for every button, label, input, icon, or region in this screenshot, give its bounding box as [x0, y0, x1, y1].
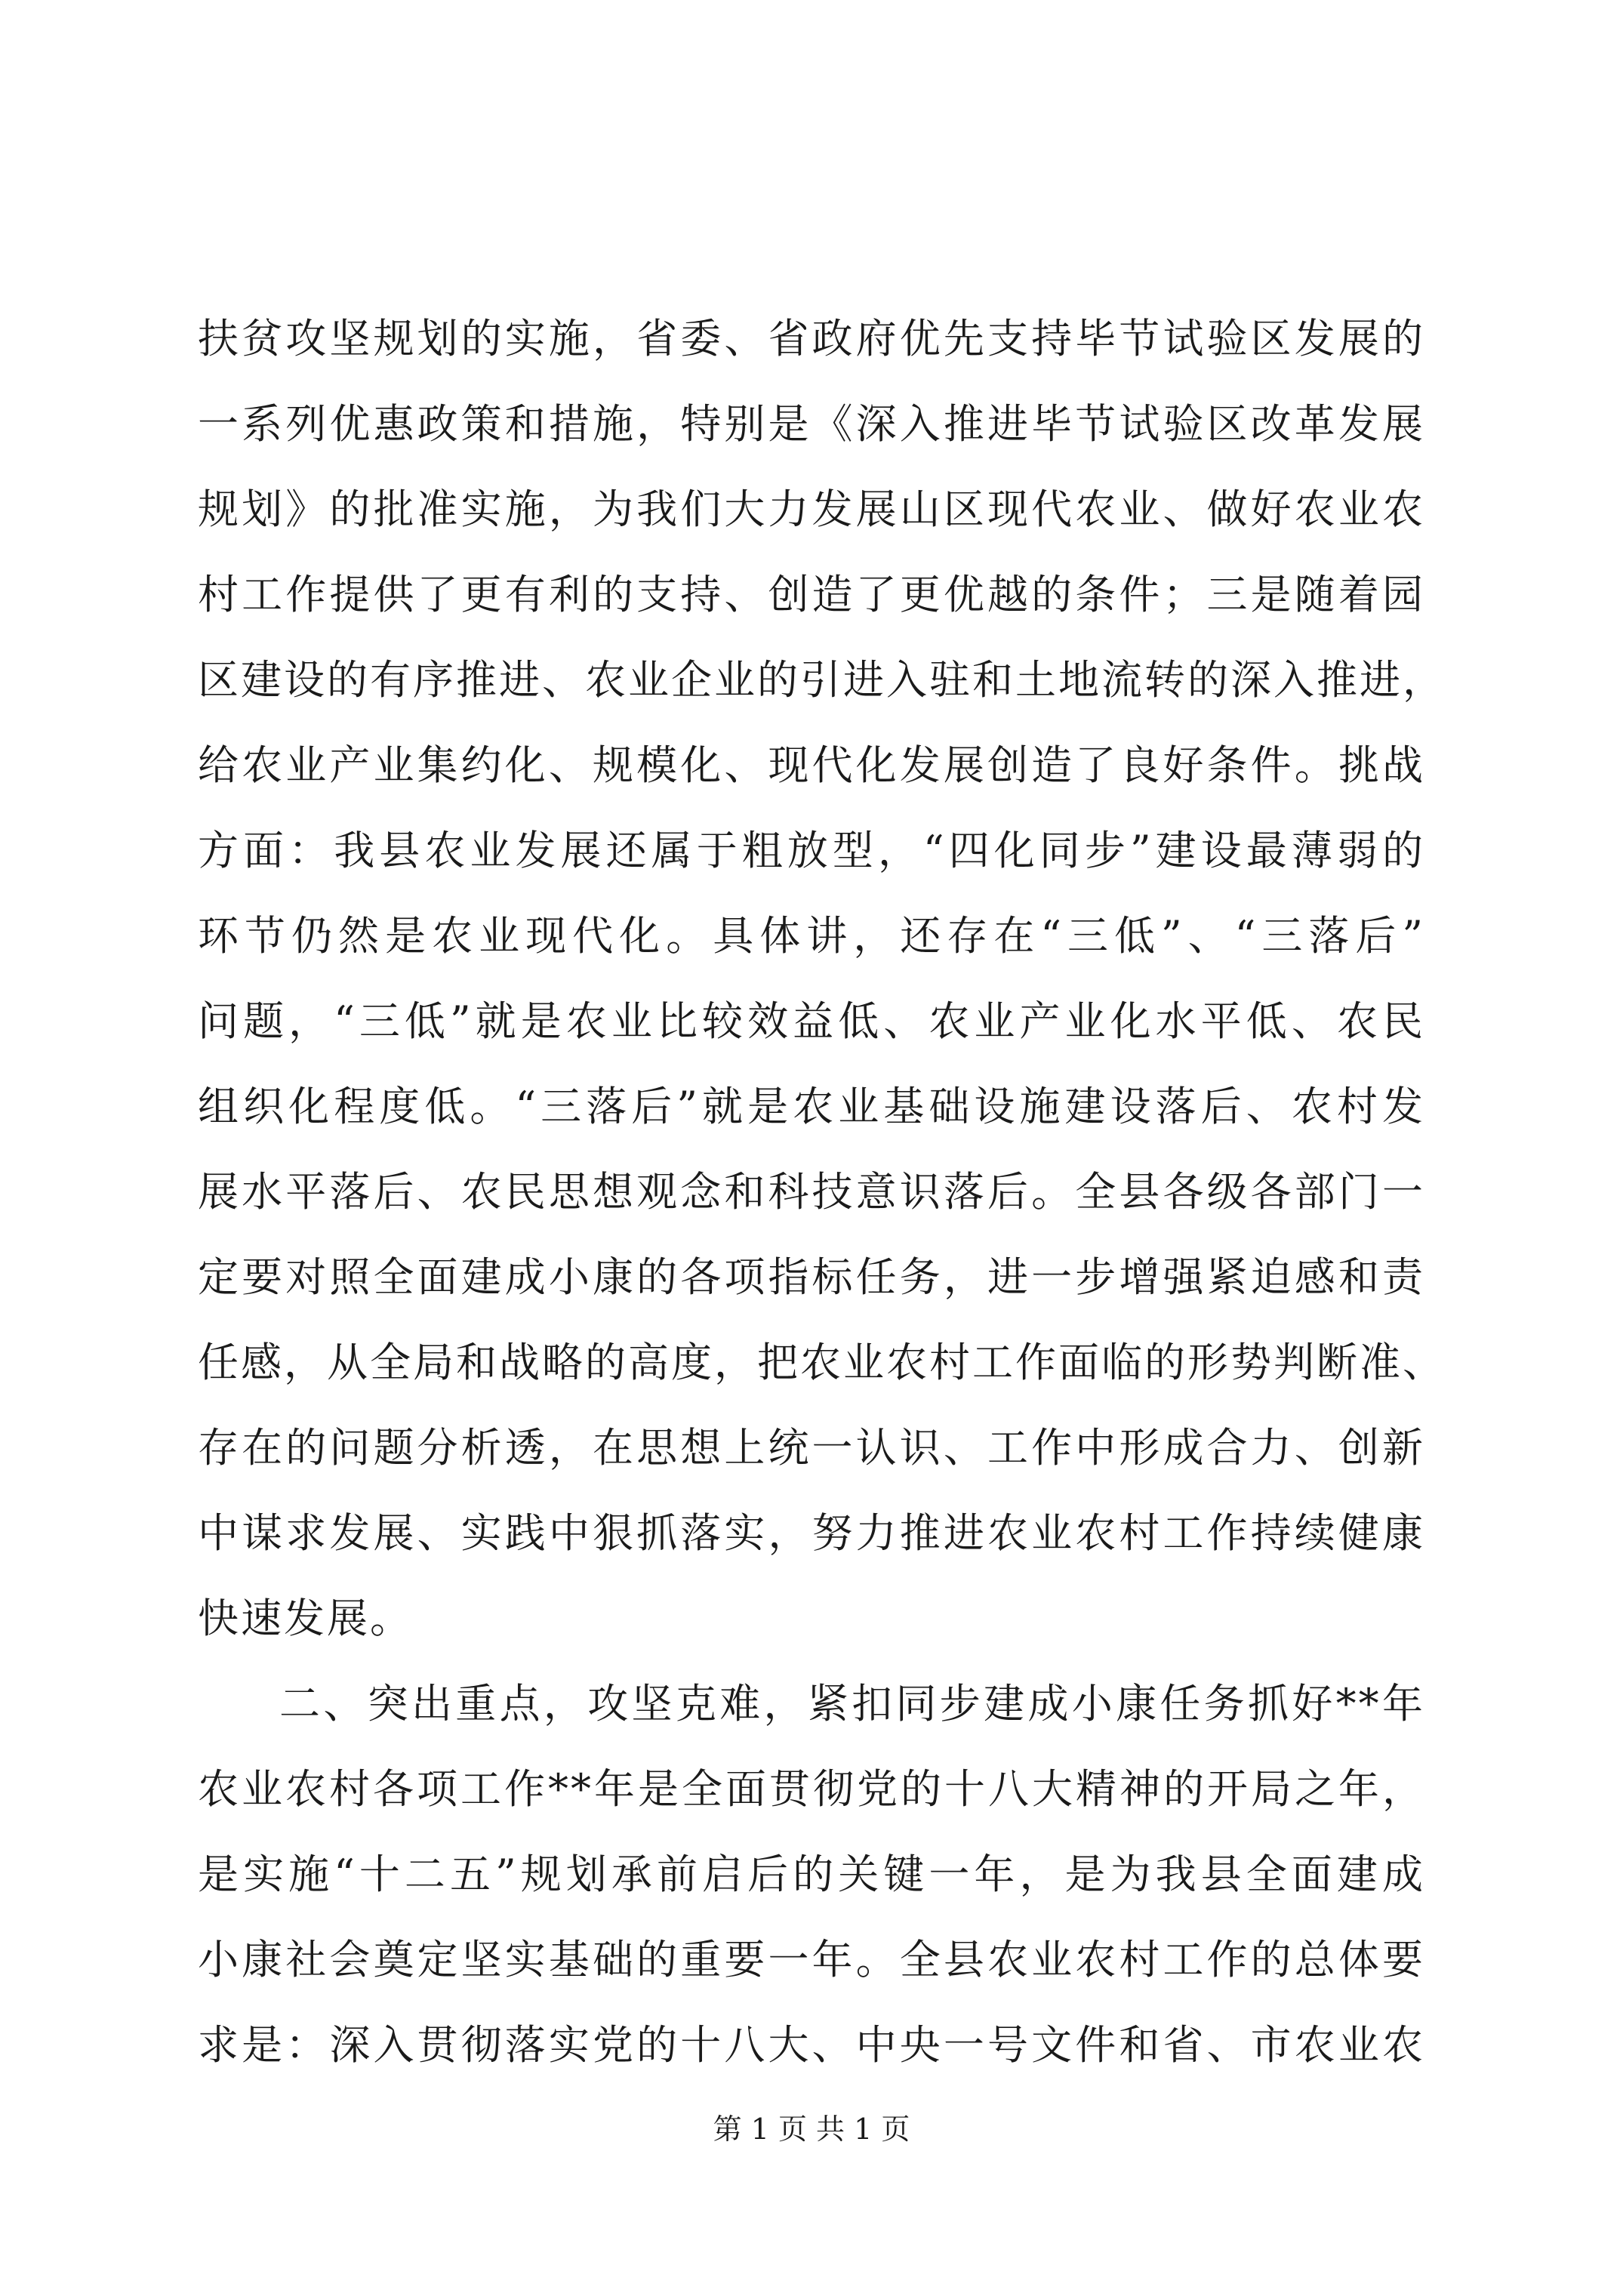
text-line: 是实施“十二五”规划承前启后的关键一年，是为我县全面建成	[198, 1851, 1425, 1898]
text-line: 环节仍然是农业现代化。具体讲，还存在“三低”、“三落后”	[198, 912, 1425, 960]
text-line: 任感，从全局和战略的高度，把农业农村工作面临的形势判断准、	[198, 1339, 1446, 1386]
text-line: 组织化程度低。“三落后”就是农业基础设施建设落后、农村发	[198, 1083, 1425, 1130]
text-line: 村工作提供了更有利的支持、创造了更优越的条件；三是随着园	[198, 571, 1425, 618]
text-line: 给农业产业集约化、规模化、现代化发展创造了良好条件。挑战	[198, 741, 1425, 789]
text-line: 小康社会奠定坚实基础的重要一年。全县农业农村工作的总体要	[198, 1936, 1425, 1983]
text-line: 定要对照全面建成小康的各项指标任务，进一步增强紧迫感和责	[198, 1253, 1425, 1301]
paragraph-1	[198, 296, 1446, 1661]
text-line: 问题，“三低”就是农业比较效益低、农业产业化水平低、农民	[198, 997, 1425, 1045]
body-text	[198, 296, 1446, 2088]
page-footer	[0, 2106, 1623, 2152]
text-line: 快速发展。	[198, 1595, 413, 1642]
text-line: 扶贫攻坚规划的实施，省委、省政府优先支持毕节试验区发展的	[198, 315, 1425, 362]
text-line: 求是：深入贯彻落实党的十八大、中央一号文件和省、市农业农	[198, 2021, 1425, 2069]
paragraph-2	[198, 1661, 1425, 2088]
text-line: 中谋求发展、实践中狠抓落实，努力推进农业农村工作持续健康	[198, 1509, 1425, 1557]
text-line: 一系列优惠政策和措施，特别是《深入推进毕节试验区改革发展	[198, 400, 1425, 448]
text-line: 农业农村各项工作**年是全面贯彻党的十八大精神的开局之年，	[198, 1765, 1425, 1813]
text-line: 二、突出重点，攻坚克难，紧扣同步建成小康任务抓好**年	[279, 1680, 1425, 1727]
text-line: 展水平落后、农民思想观念和科技意识落后。全县各级各部门一	[198, 1168, 1425, 1216]
text-line: 存在的问题分析透，在思想上统一认识、工作中形成合力、创新	[198, 1424, 1425, 1472]
page-number-label: 第 1 页 共 1 页	[713, 2113, 910, 2146]
text-line: 区建设的有序推进、农业企业的引进入驻和土地流转的深入推进，	[198, 656, 1446, 704]
text-line: 规划》的批准实施，为我们大力发展山区现代农业、做好农业农	[198, 485, 1425, 533]
text-line: 方面：我县农业发展还属于粗放型，“四化同步”建设最薄弱的	[198, 827, 1425, 874]
